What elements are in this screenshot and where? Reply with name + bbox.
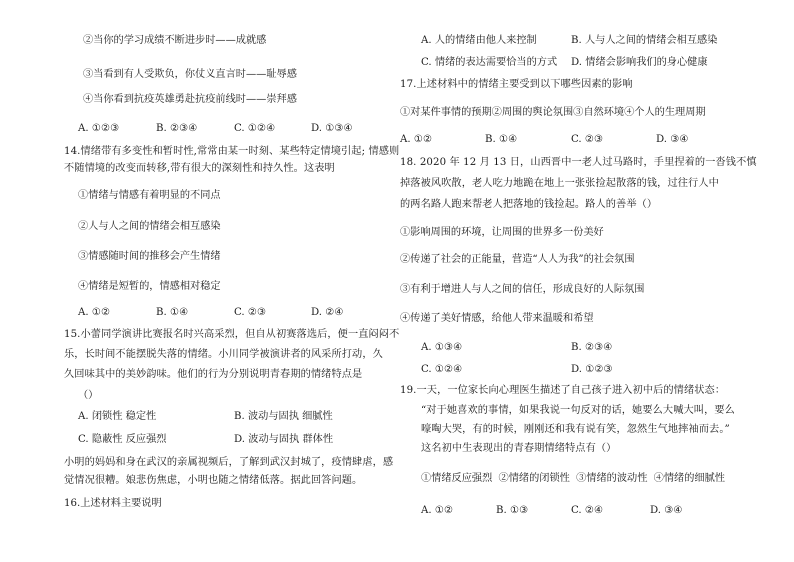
q14-stem-line-2: 不随情境的改变而转移,带有很大的深刻性和持久性。这表明	[64, 163, 335, 174]
q14-option-a[interactable]: A. ①②	[78, 307, 111, 318]
q16-stem: 16.上述材料主要说明	[64, 498, 162, 509]
q18-option-a[interactable]: A. ①③④	[421, 342, 463, 353]
q17-option-c[interactable]: C. ②③	[571, 134, 604, 145]
q14-option-c[interactable]: C. ②③	[234, 307, 267, 318]
q13-option-d[interactable]: D. ①③④	[311, 123, 353, 134]
q17-items: ①对某件事情的预期②周围的舆论氛围③自然环境④个人的生理周期	[400, 107, 706, 118]
q13-item-3: ③当看到有人受欺负，你仗义直言时——耻辱感	[83, 69, 297, 80]
q19-stem-line-3: 嚎啕大哭，有的时候，刚刚还和我有说有笑，忽然生气地摔袖而去。”	[421, 424, 730, 435]
q15-option-c[interactable]: C. 隐蔽性 反应强烈	[78, 434, 167, 445]
q16-option-b[interactable]: B. 人与人之间的情绪会相互感染	[571, 35, 718, 46]
q14-item-3: ③情感随时间的推移会产生情绪	[78, 251, 221, 262]
q19-option-d[interactable]: D. ③④	[650, 505, 683, 516]
q18-item-4: ④传递了美好情感，给他人带来温暖和希望	[400, 313, 594, 324]
q14-item-4: ④情绪是短暂的，情感相对稳定	[78, 281, 221, 292]
q19-option-b[interactable]: B. ①③	[496, 505, 529, 516]
q18-stem-line-1: 18. 2020 年 12 月 13 日，山西晋中一老人过马路时，手里捏着的一沓钱不慎	[400, 157, 757, 168]
q19-stem-line-2: “对于她喜欢的事情，如果我说一句反对的话，她要么大喊大叫，要么	[421, 405, 735, 416]
q13-option-a[interactable]: A. ①②③	[78, 123, 120, 134]
q19-items: ①情绪反应强烈 ②情绪的闭锁性 ③情绪的波动性 ④情绪的细腻性	[421, 473, 725, 484]
q15-option-a[interactable]: A. 闭锁性 稳定性	[78, 411, 157, 422]
q17-stem: 17.上述材料中的情绪主要受到以下哪些因素的影响	[400, 79, 633, 90]
q18-stem-line-3: 的两名路人跑来帮老人把落地的钱捡起。路人的善举（）	[400, 199, 658, 210]
q18-option-c[interactable]: C. ①②④	[421, 364, 463, 375]
q19-option-c[interactable]: C. ②④	[571, 505, 604, 516]
q18-item-1: ①影响周围的环境，让周围的世界多一份美好	[400, 227, 604, 238]
material-line-2: 觉情况很糟。娘悲伤焦虑，小明也随之情绪低落。据此回答问题。	[64, 475, 363, 486]
q18-item-2: ②传递了社会的正能量，营造“人人为我”的社会氛围	[400, 254, 635, 265]
q15-stem-line-1: 15.小蕾同学演讲比赛报名时兴高采烈，但自从初赛落选后，便一直闷闷不	[64, 329, 400, 340]
q16-option-a[interactable]: A. 人的情绪由他人来控制	[421, 35, 537, 46]
q17-option-b[interactable]: B. ①④	[485, 134, 518, 145]
q14-item-2: ②人与人之间的情绪会相互感染	[78, 221, 221, 232]
q14-item-1: ①情绪与情感有着明显的不同点	[78, 190, 221, 201]
q14-stem-line-1: 14.情绪带有多变性和暂时性,常常由某一时刻、某些特定情境引起; 情感则	[64, 146, 400, 157]
q15-option-d[interactable]: D. 波动与固执 群体性	[234, 434, 334, 445]
q18-option-d[interactable]: D. ①②③	[571, 364, 613, 375]
q13-item-4: ④当你看到抗疫英雄勇赴抗疫前线时——崇拜感	[83, 94, 297, 105]
q14-option-d[interactable]: D. ②④	[311, 307, 344, 318]
q13-item-2: ②当你的学习成绩不断进步时——成就感	[83, 35, 267, 46]
q15-option-b[interactable]: B. 波动与固执 细腻性	[234, 411, 333, 422]
q16-option-c[interactable]: C. 情绪的表达需要恰当的方式	[421, 57, 558, 68]
q18-stem-line-2: 掉落被风吹散，老人吃力地跪在地上一张张捡起散落的钱，过往行人中	[400, 178, 719, 189]
q19-stem-line-1: 19.一天，一位家长向心理医生描述了自己孩子进入初中后的情绪状态：	[400, 385, 726, 396]
q17-option-d[interactable]: D. ③④	[656, 134, 689, 145]
q13-option-b[interactable]: B. ②③④	[156, 123, 198, 134]
q15-stem-paren: （）	[78, 390, 99, 401]
q15-stem-line-2: 乐，长时间不能摆脱失落的情绪。小川同学被演讲者的风采所打动，久	[64, 349, 383, 360]
q13-option-c[interactable]: C. ①②④	[234, 123, 276, 134]
material-line-1: 小明的妈妈和身在武汉的亲属视频后，了解到武汉封城了，疫情肆虐，感	[64, 457, 394, 468]
q19-stem-line-4: 这名初中生表现出的青春期情绪特点有（）	[421, 443, 617, 454]
q18-item-3: ③有利于增进人与人之间的信任，形成良好的人际氛围	[400, 284, 645, 295]
q17-option-a[interactable]: A. ①②	[400, 134, 433, 145]
q15-stem-line-3: 久回味其中的美妙韵味。他们的行为分别说明青春期的情绪特点是	[64, 369, 363, 380]
q16-option-d[interactable]: D. 情绪会影响我们的身心健康	[571, 57, 708, 68]
q18-option-b[interactable]: B. ②③④	[571, 342, 613, 353]
q19-option-a[interactable]: A. ①②	[421, 505, 454, 516]
q14-option-b[interactable]: B. ①④	[156, 307, 189, 318]
